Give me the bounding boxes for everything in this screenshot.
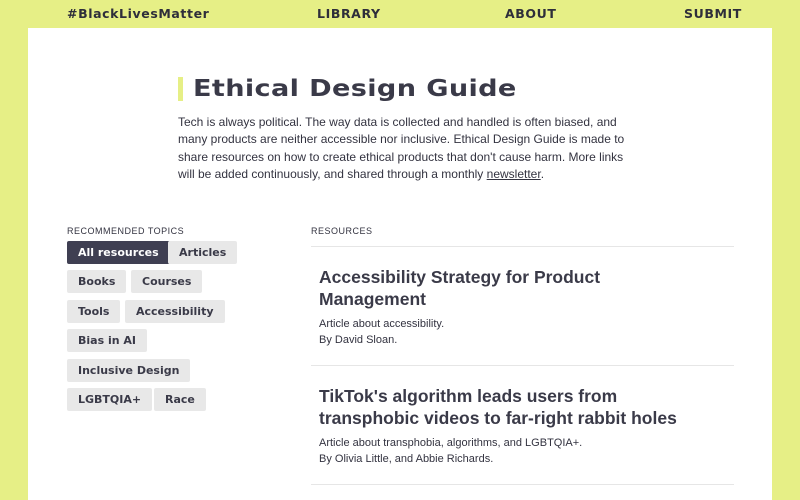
divider	[311, 484, 734, 485]
nav-library-link[interactable]: LIBRARY	[317, 6, 381, 21]
topic-chip-race[interactable]: Race	[154, 388, 206, 411]
resource-author: By David Sloan.	[319, 334, 398, 346]
nav-submit-link[interactable]: SUBMIT	[684, 6, 742, 21]
resource-title[interactable]: TikTok's algorithm leads users from transphobic videos to far-right rabbit holes	[319, 386, 677, 428]
topic-chip-courses[interactable]: Courses	[131, 270, 202, 293]
resources-label: RESOURCES	[311, 226, 373, 236]
main-panel	[28, 28, 772, 500]
divider	[311, 246, 734, 247]
page-title: Ethical Design Guide	[193, 76, 517, 102]
resource-description: Article about transphobia, algorithms, and LGBTQIA+.	[319, 437, 583, 449]
topic-chip-inclusive-design[interactable]: Inclusive Design	[67, 359, 190, 382]
intro-text	[178, 114, 628, 184]
nav-about-link[interactable]: ABOUT	[505, 6, 557, 21]
intro-end: .	[540, 167, 545, 182]
intro-body: Tech is always political. The way data is collected and handled is often biased, and many products are neither accessible nor inclusive. Ethical Design Guide is made to share resources on how to create ethical products that don't cause harm. More links will be added continuously, and shared through a monthly	[178, 115, 625, 182]
nav-hashtag-link[interactable]: #BlackLivesMatter	[67, 6, 210, 21]
resource-author: By Olivia Little, and Abbie Richards.	[319, 453, 494, 465]
resource-description: Article about accessibility.	[319, 318, 445, 330]
topic-chip-all-resources[interactable]: All resources	[67, 241, 170, 264]
topic-chip-tools[interactable]: Tools	[67, 300, 120, 323]
topic-chip-lgbtqia[interactable]: LGBTQIA+	[67, 388, 152, 411]
top-nav	[0, 0, 800, 28]
title-accent-bar	[178, 77, 183, 101]
resource-title[interactable]: Accessibility Strategy for Product Management	[319, 267, 601, 309]
newsletter-link[interactable]: newsletter	[486, 167, 541, 182]
topic-chip-bias-in-ai[interactable]: Bias in AI	[67, 329, 147, 352]
topic-chip-books[interactable]: Books	[67, 270, 126, 293]
page-header	[178, 76, 517, 102]
topic-chip-accessibility[interactable]: Accessibility	[125, 300, 225, 323]
topics-label: RECOMMENDED TOPICS	[67, 226, 185, 236]
topic-chip-articles[interactable]: Articles	[168, 241, 237, 264]
divider	[311, 365, 734, 366]
